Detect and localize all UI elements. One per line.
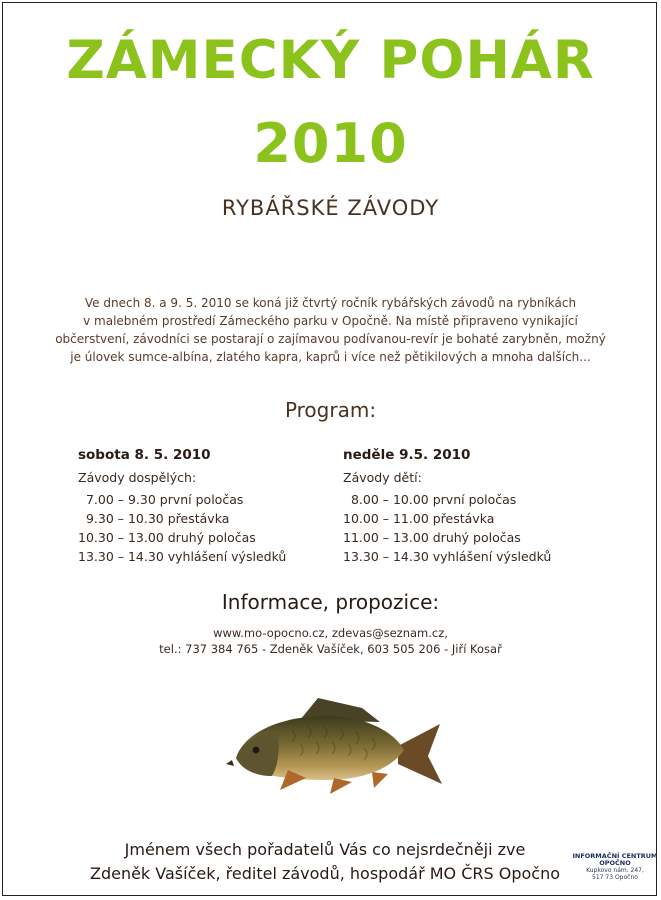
schedule-row: 10.00 – 11.00 přestávka	[343, 511, 495, 526]
closing-invitation	[60, 838, 590, 886]
schedule-row: 7.00 – 9.30 první poločas	[78, 492, 244, 507]
intro-line: je úlovek sumce-albína, zlatého kapra, kaprů i více než pětikilových a mnoha dalších...	[70, 350, 591, 364]
intro-line: občerstvení, závodníci se postarají o zajímavou podívanou-revír je bohaté zarybněn, možný	[55, 332, 606, 346]
fish-eye	[253, 747, 260, 754]
subtitle: RYBÁŘSKÉ ZÁVODY	[221, 196, 440, 220]
schedule-row: 11.00 – 13.00 druhý poločas	[343, 530, 521, 545]
intro-line: v malebném prostředí Zámeckého parku v Opočně. Na místě připraveno vynikající	[83, 314, 578, 328]
schedule-row: 10.30 – 13.00 druhý poločas	[78, 530, 256, 545]
sunday-schedule	[343, 447, 551, 566]
stamp-line: INFORMAČNÍ CENTRUM	[572, 852, 658, 860]
schedule-row: 9.30 – 10.30 přestávka	[78, 511, 230, 526]
stamp-line: OPOČNO	[599, 859, 631, 867]
contact-web-email: www.mo-opocno.cz, zdevas@seznam.cz,	[213, 626, 448, 640]
stamp-line: 517 73 Opočno	[592, 874, 638, 881]
info-heading: Informace, propozice:	[221, 590, 440, 614]
sunday-date: neděle 9.5. 2010	[343, 447, 471, 463]
title-line1: ZÁMECKÝ POHÁR	[66, 30, 595, 91]
saturday-date: sobota 8. 5. 2010	[78, 447, 211, 463]
saturday-schedule	[78, 447, 286, 566]
schedule-row: 13.30 – 14.30 vyhlášení výsledků	[343, 549, 552, 564]
contact-phones: tel.: 737 384 765 - Zdeněk Vašíček, 603 505 206 - Jiří Kosař	[159, 642, 502, 656]
title-year: 2010	[253, 112, 408, 175]
schedule-row: 13.30 – 14.30 vyhlášení výsledků	[78, 549, 287, 564]
closing-line: Jménem všech pořadatelů Vás co nejsrdečněji zve	[124, 840, 526, 859]
info-center-stamp	[572, 853, 658, 881]
tail-fin	[398, 724, 442, 784]
sunday-category: Závody dětí:	[343, 470, 422, 485]
schedule-row: 8.00 – 10.00 první poločas	[343, 492, 517, 507]
saturday-category: Závody dospělých:	[78, 470, 197, 485]
intro-paragraph	[40, 294, 621, 366]
carp-fish-image	[222, 694, 448, 798]
program-heading: Program:	[284, 398, 377, 422]
intro-line: Ve dnech 8. a 9. 5. 2010 se koná již čtvrtý ročník rybářských závodů na rybníkách	[84, 296, 577, 310]
closing-line: Zdeněk Vašíček, ředitel závodů, hospodář MO ČRS Opočno	[89, 864, 561, 883]
fish-head	[236, 734, 279, 776]
stamp-line: Kupkovo nám. 247,	[586, 867, 644, 874]
